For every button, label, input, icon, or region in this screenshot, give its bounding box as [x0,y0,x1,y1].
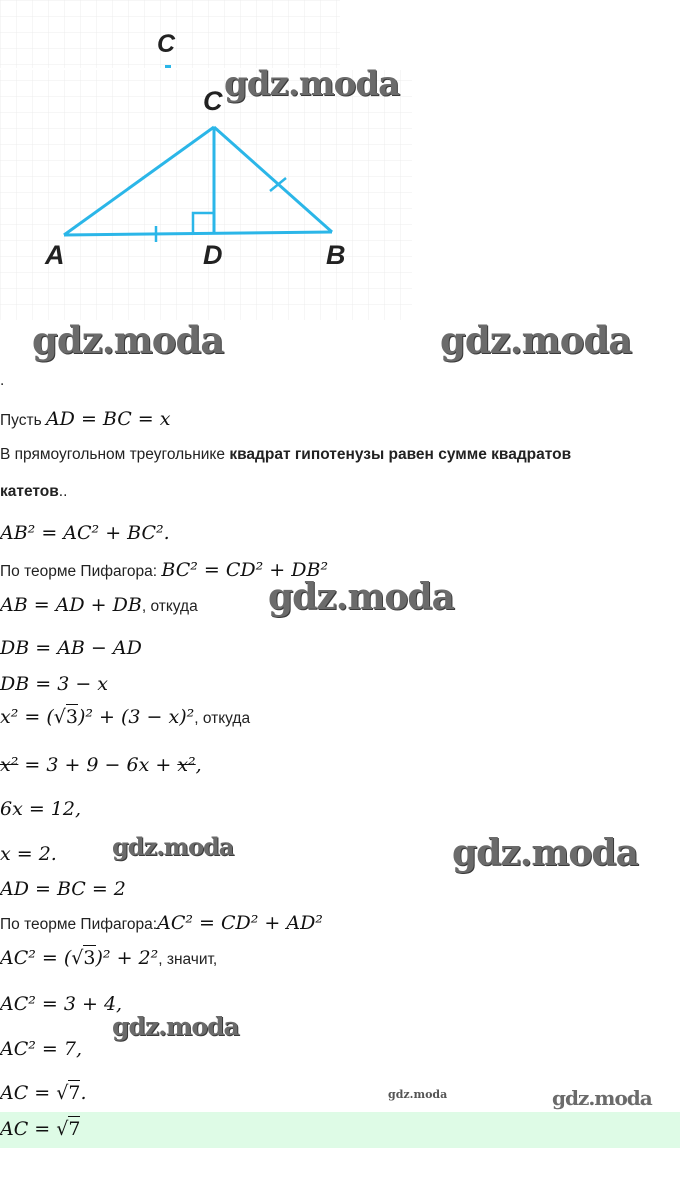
watermark: gdz.moda [112,1012,239,1041]
watermark: gdz.moda [112,832,234,861]
eq-6x: 6x = 12, [0,798,82,820]
label-b: B [326,240,346,270]
triangle-figure [0,0,420,330]
line-rule-cont: катетов.. [0,483,68,500]
eq-db-value: DB = 3 − x [0,673,108,695]
eq-ad-bc: AD = BC = 2 [0,878,126,900]
line-pythagoras-bc: По теорме Пифагора: BC² = CD² + DB² [0,559,329,581]
answer: AC = √7 [0,1118,81,1140]
eq-x-squared: x² = (√3)² + (3 − x)², откуда [0,706,251,728]
eq-ac-sum: AC² = 3 + 4, [0,993,123,1015]
line-pythagoras-ac: По теорме Пифагора:AC² = CD² + AD² [0,912,323,934]
small-mark [165,65,171,68]
answer-highlight [0,1112,680,1148]
watermark: gdz.moda [452,832,638,874]
eq-ac-expand: AC² = (√3)² + 2², значит, [0,947,218,969]
label-c-top: C [157,30,176,58]
eq-ac-root: AC = √7. [0,1082,87,1104]
eq-x-value: x = 2. [0,843,57,865]
eq-ab-squared: AB² = AC² + BC². [0,522,170,544]
eq-expand: x² = 3 + 9 − 6x + x², [0,754,202,776]
watermark: gdz.moda [224,64,400,104]
watermark: gdz.moda [440,318,632,362]
dot: . [0,372,5,389]
eq-ac-7: AC² = 7, [0,1038,83,1060]
line-let: Пусть AD = BC = x [0,408,171,430]
label-a: A [45,240,65,270]
label-c: C [203,86,223,116]
line-ab-sum: AB = AD + DB, откуда [0,594,198,616]
watermark: gdz.moda [268,576,454,618]
line-rule: В прямоугольном треугольнике квадрат гипотенузы равен сумме квадратов [0,446,572,463]
watermark-small: gdz.moda [388,1088,448,1101]
watermark: gdz.moda [32,318,224,362]
watermark: gdz.moda [552,1086,652,1110]
label-d: D [203,240,223,270]
eq-db: DB = AB − AD [0,637,142,659]
